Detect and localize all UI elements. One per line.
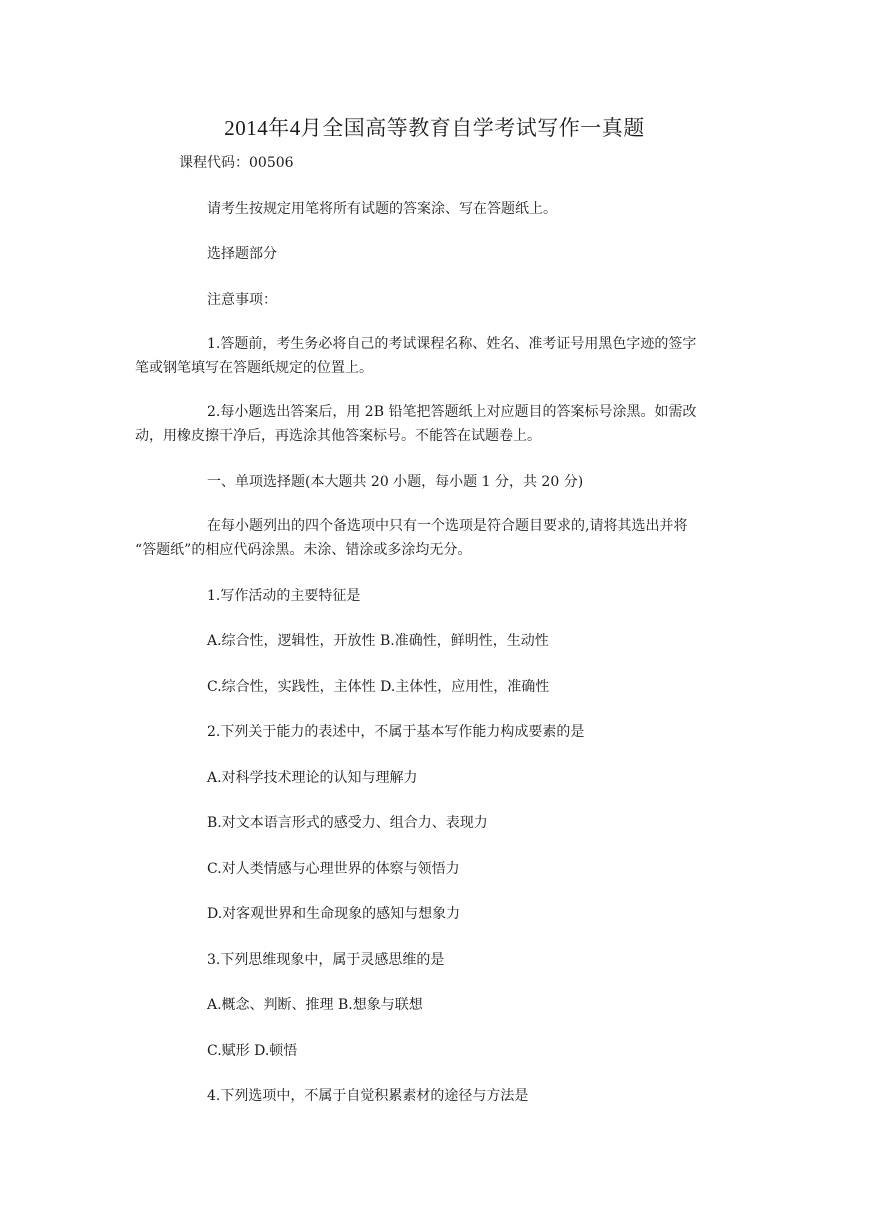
note-1-line-2: 笔或钢笔填写在答题纸规定的位置上。 (135, 360, 373, 376)
question-2: 2.下列关于能力的表述中，不属于基本写作能力构成要素的是 (207, 724, 585, 740)
question-2-option-c: C.对人类情感与心理世界的体察与领悟力 (207, 861, 460, 877)
question-3: 3.下列思维现象中，属于灵感思维的是 (207, 952, 445, 968)
question-2-option-d: D.对客观世界和生命现象的感知与想象力 (207, 906, 461, 922)
question-2-option-b: B.对文本语言形式的感受力、组合力、表现力 (207, 815, 488, 831)
question-2-option-a: A.对科学技术理论的认知与理解力 (207, 770, 418, 786)
question-1: 1.写作活动的主要特征是 (207, 588, 361, 604)
part-one-desc-line-1: 在每小题列出的四个备选项中只有一个选项是符合题目要求的,请将其选出并将 (207, 518, 688, 534)
instruction-text: 请考生按规定用笔将所有试题的答案涂、写在答题纸上。 (207, 201, 557, 217)
question-1-options-cd: C.综合性，实践性，主体性 D.主体性，应用性，准确性 (207, 679, 550, 695)
question-4: 4.下列选项中，不属于自觉积累素材的途径与方法是 (207, 1088, 529, 1104)
note-1-line-1: 1.答题前，考生务必将自己的考试课程名称、姓名、准考证号用黑色字迹的签字 (207, 336, 697, 352)
section-heading-choice: 选择题部分 (207, 246, 277, 262)
note-1 (135, 332, 747, 380)
question-3-options-ab: A.概念、判断、推理 B.想象与联想 (207, 997, 423, 1013)
note-2-line-1: 2.每小题选出答案后，用 2B 铅笔把答题纸上对应题目的答案标号涂黑。如需改 (207, 404, 697, 420)
question-3-options-cd: C.赋形 D.顿悟 (207, 1043, 298, 1059)
part-one-desc-line-2: “答题纸”的相应代码涂黑。未涂、错涂或多涂均无分。 (135, 542, 472, 558)
note-2-line-2: 动，用橡皮擦干净后，再选涂其他答案标号。不能答在试题卷上。 (135, 428, 541, 444)
part-one-description (135, 514, 747, 562)
question-1-options-ab: A.综合性，逻辑性，开放性 B.准确性，鲜明性，生动性 (207, 633, 549, 649)
part-one-heading: 一、单项选择题(本大题共 20 小题，每小题 1 分，共 20 分) (207, 474, 584, 490)
course-code: 课程代码：00506 (179, 155, 294, 171)
note-2 (135, 400, 747, 448)
notice-heading: 注意事项： (207, 292, 277, 308)
document-title: 2014年4月全国高等教育自学考试写作一真题 (224, 116, 645, 140)
